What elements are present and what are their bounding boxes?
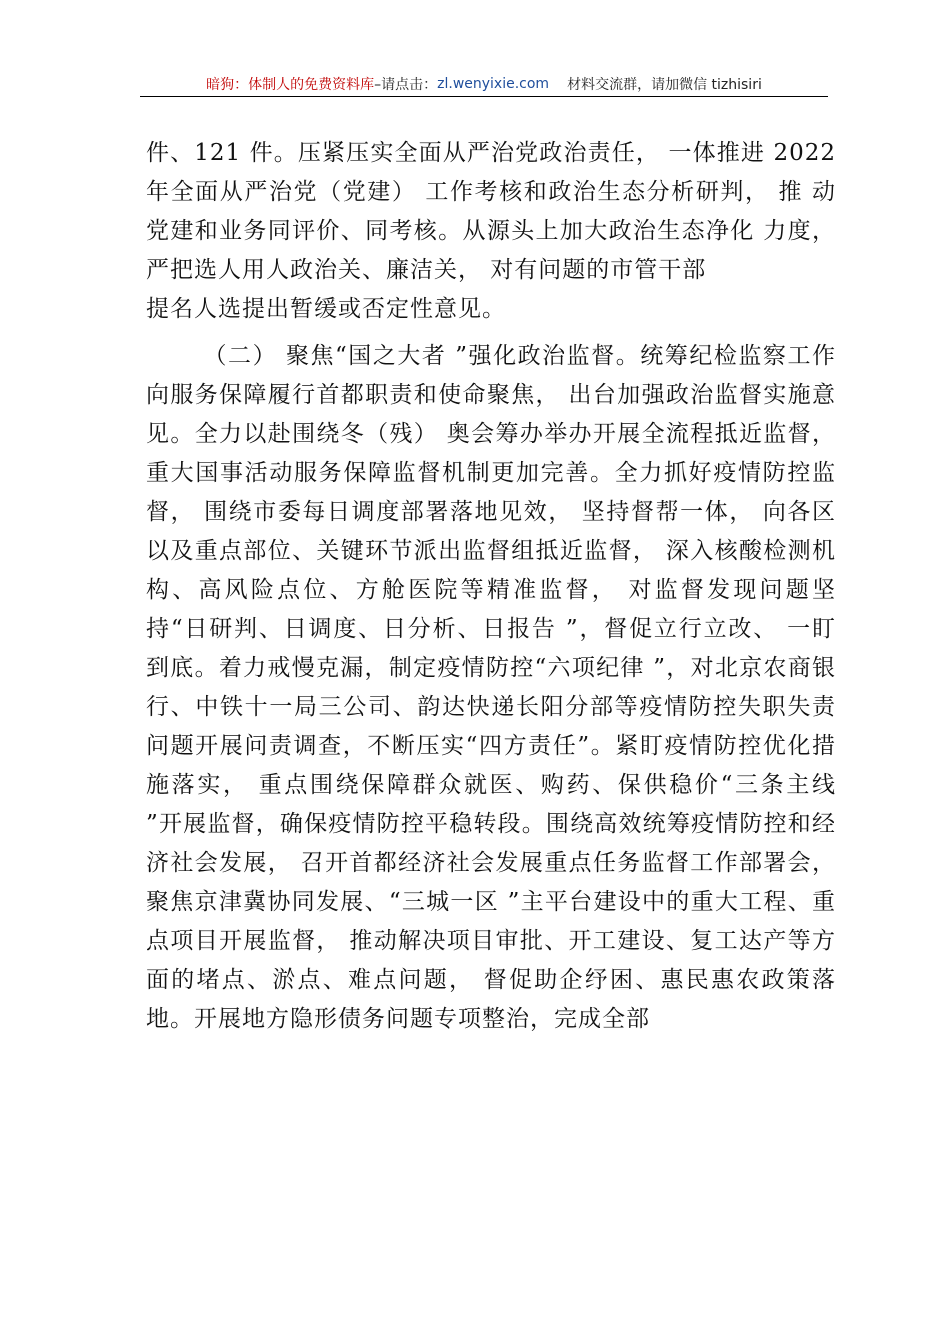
- header-wechat-note: 材料交流群，请加微信 tizhisiri: [567, 77, 762, 93]
- header-site-title: 暗狗：体制人的免费资料库: [206, 77, 375, 93]
- header-site-link[interactable]: zl.wenyixie.com: [437, 76, 550, 92]
- paragraph-continuation-end: 提名人选提出暂缓或否定性意见。: [146, 296, 506, 322]
- paragraph-political-supervision: （二） 聚焦“国之大者 ”强化政治监督。统筹纪检监察工作向服务保障履行首都职责和使命聚焦， 出台加强政治监督实施意见。全力以赴围绕冬（残） 奥会筹办举办开展全流程抵近监督， 重大国事活动服务保障监督机制更加完善。全力抓好疫情防控监督， 围绕市委每日调度部署落地见效， 坚持督帮一体， 向各区以及重点部位、关键环节派出监督组抵近监督， 深入核酸检测机构、高风险点位、方舱医院等精准监督， 对监督发现问题坚持“日研判、日调度、日分析、日报告 ”，督促立行立改、 一盯到底。着力戒慢克漏，制定疫情防控“六项纪律 ”，对北京农商银行、中铁十一局三公司、韵达快递长阳分部等疫情防控失职失责问题开展问责调查，不断压实“四方责任”。紧盯疫情防控优化措施落实， 重点围绕保障群众就医、购药、保供稳价“三条主线 ”开展监督，确保疫情防控平稳转段。围绕高效统筹疫情防控和经济社会发展， 召开首都经济社会发展重点任务监督工作部署会， 聚焦京津冀协同发展、“三城一区 ”主平台建设中的重大工程、重点项目开展监督， 推动解决项目审批、开工建设、复工达产等方面的堵点、淤点、难点问题， 督促助企纾困、惠民惠农政策落地。开展地方隐形债务问题专项整治，完成全部: [146, 343, 836, 1032]
- paragraph-continuation: 件、121 件。压紧压实全面从严治党政治责任， 一体推进 2022 年全面从严治党（党建） 工作考核和政治生态分析研判， 推 动党建和业务同评价、同考核。从源头上加大政治生态净化 力度， 严把选人用人政治关、廉洁关， 对有问题的市管干部: [146, 140, 836, 283]
- header-click-prompt: –请点击：: [374, 77, 438, 93]
- page-header: [140, 72, 828, 97]
- document-body: [146, 134, 836, 1039]
